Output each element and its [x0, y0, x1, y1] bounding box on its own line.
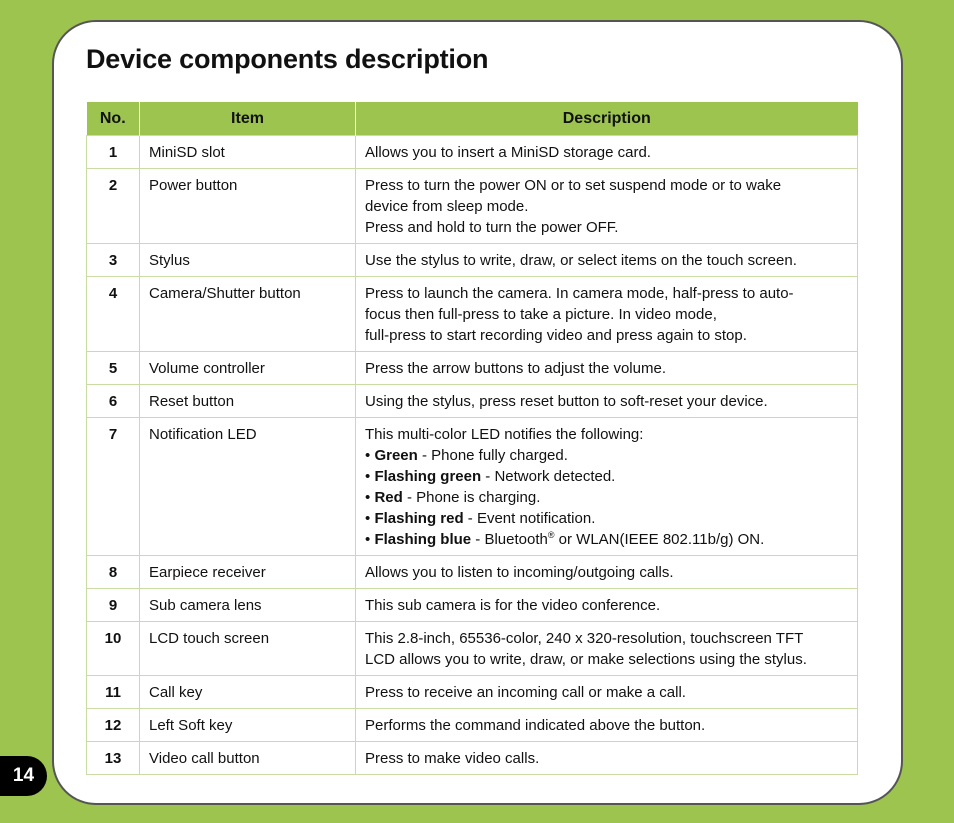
- table-body: [87, 136, 858, 775]
- table-row: [87, 709, 858, 742]
- description-line: Press to receive an incoming call or make a call.: [365, 684, 686, 701]
- led-intro-text: This multi-color LED notifies the following:: [365, 426, 644, 443]
- row-description: [356, 244, 858, 277]
- description-line: Use the stylus to write, draw, or select items on the touch screen.: [365, 252, 797, 269]
- led-state-item: [365, 466, 848, 487]
- row-item-name: Volume controller: [140, 352, 356, 385]
- row-number: 1: [87, 136, 140, 169]
- page-title: Device components description: [86, 44, 489, 74]
- row-item-name: Stylus: [140, 244, 356, 277]
- description-line: Press the arrow buttons to adjust the volume.: [365, 360, 666, 377]
- row-number: 12: [87, 709, 140, 742]
- bullet-icon: •: [365, 531, 371, 548]
- row-item-name: Sub camera lens: [140, 589, 356, 622]
- row-number: 5: [87, 352, 140, 385]
- led-state-name: Green: [374, 447, 418, 464]
- description-line: Press and hold to turn the power OFF.: [365, 219, 619, 236]
- description-line: full-press to start recording video and press again to stop.: [365, 327, 747, 344]
- bullet-icon: •: [365, 447, 371, 464]
- registered-mark: ®: [547, 530, 555, 540]
- table-row: [87, 385, 858, 418]
- row-description: [356, 742, 858, 775]
- row-item-name: Camera/Shutter button: [140, 277, 356, 352]
- header-no: No.: [87, 102, 140, 136]
- description-line: This 2.8-inch, 65536-color, 240 x 320-resolution, touchscreen TFT: [365, 630, 804, 647]
- row-item-name: Video call button: [140, 742, 356, 775]
- led-state-name: Flashing blue: [374, 531, 472, 548]
- row-description: [356, 352, 858, 385]
- description-line: Allows you to listen to incoming/outgoing calls.: [365, 564, 674, 581]
- header-item: Item: [140, 102, 356, 136]
- row-number: 6: [87, 385, 140, 418]
- row-item-name: Reset button: [140, 385, 356, 418]
- led-state-name: Flashing red: [374, 510, 464, 527]
- led-state-item: [365, 508, 848, 529]
- row-item-name: Left Soft key: [140, 709, 356, 742]
- bullet-icon: •: [365, 489, 371, 506]
- row-number: 2: [87, 169, 140, 244]
- row-number: 10: [87, 622, 140, 676]
- row-item-name: Call key: [140, 676, 356, 709]
- header-description: Description: [356, 102, 858, 136]
- row-item-name: Power button: [140, 169, 356, 244]
- description-line: Press to launch the camera. In camera mode, half-press to auto-: [365, 285, 794, 302]
- table-row: [87, 622, 858, 676]
- description-line: focus then full-press to take a picture. In video mode,: [365, 306, 717, 323]
- row-number: 7: [87, 418, 140, 556]
- row-number: 3: [87, 244, 140, 277]
- row-description: [356, 169, 858, 244]
- description-line: device from sleep mode.: [365, 198, 529, 215]
- description-line: Press to make video calls.: [365, 750, 540, 767]
- led-state-meaning: - Bluetooth: [471, 531, 548, 548]
- row-item-name: Earpiece receiver: [140, 556, 356, 589]
- row-number: 8: [87, 556, 140, 589]
- table-row: [87, 136, 858, 169]
- led-state-item: [365, 445, 848, 466]
- row-number: 11: [87, 676, 140, 709]
- led-state-meaning: - Phone is charging.: [402, 489, 541, 506]
- row-number: 13: [87, 742, 140, 775]
- led-state-name: Flashing green: [374, 468, 482, 485]
- bullet-icon: •: [365, 510, 371, 527]
- row-description: [356, 709, 858, 742]
- bullet-icon: •: [365, 468, 371, 485]
- table-row: [87, 418, 858, 556]
- led-state-item: [365, 529, 848, 550]
- row-description: [356, 136, 858, 169]
- table-row: [87, 244, 858, 277]
- led-state-meaning: - Phone fully charged.: [417, 447, 568, 464]
- row-number: 9: [87, 589, 140, 622]
- components-table: [86, 102, 858, 775]
- description-line: Press to turn the power ON or to set suspend mode or to wake: [365, 177, 782, 194]
- led-state-meaning: - Event notification.: [463, 510, 596, 527]
- table-row: [87, 169, 858, 244]
- row-item-name: Notification LED: [140, 418, 356, 556]
- table-row: [87, 742, 858, 775]
- table-row: [87, 589, 858, 622]
- row-item-name: MiniSD slot: [140, 136, 356, 169]
- led-state-name: Red: [374, 489, 403, 506]
- description-line: This sub camera is for the video conference.: [365, 597, 661, 614]
- table-header-row: [87, 102, 858, 136]
- row-description: [356, 589, 858, 622]
- row-number: 4: [87, 277, 140, 352]
- description-line: LCD allows you to write, draw, or make selections using the stylus.: [365, 651, 807, 668]
- row-description: [356, 556, 858, 589]
- row-description: [356, 676, 858, 709]
- description-line: Performs the command indicated above the button.: [365, 717, 706, 734]
- row-description: [356, 622, 858, 676]
- led-state-meaning-cont: or WLAN(IEEE 802.11b/g) ON.: [554, 531, 765, 548]
- table-row: [87, 556, 858, 589]
- led-state-item: [365, 487, 848, 508]
- page-number-badge: 14: [0, 756, 47, 796]
- row-description: [356, 277, 858, 352]
- description-line: Using the stylus, press reset button to soft-reset your device.: [365, 393, 768, 410]
- row-item-name: LCD touch screen: [140, 622, 356, 676]
- table-row: [87, 352, 858, 385]
- row-description: [356, 385, 858, 418]
- row-description: [356, 418, 858, 556]
- table-row: [87, 676, 858, 709]
- description-line: Allows you to insert a MiniSD storage card.: [365, 144, 651, 161]
- led-state-meaning: - Network detected.: [481, 468, 616, 485]
- table-row: [87, 277, 858, 352]
